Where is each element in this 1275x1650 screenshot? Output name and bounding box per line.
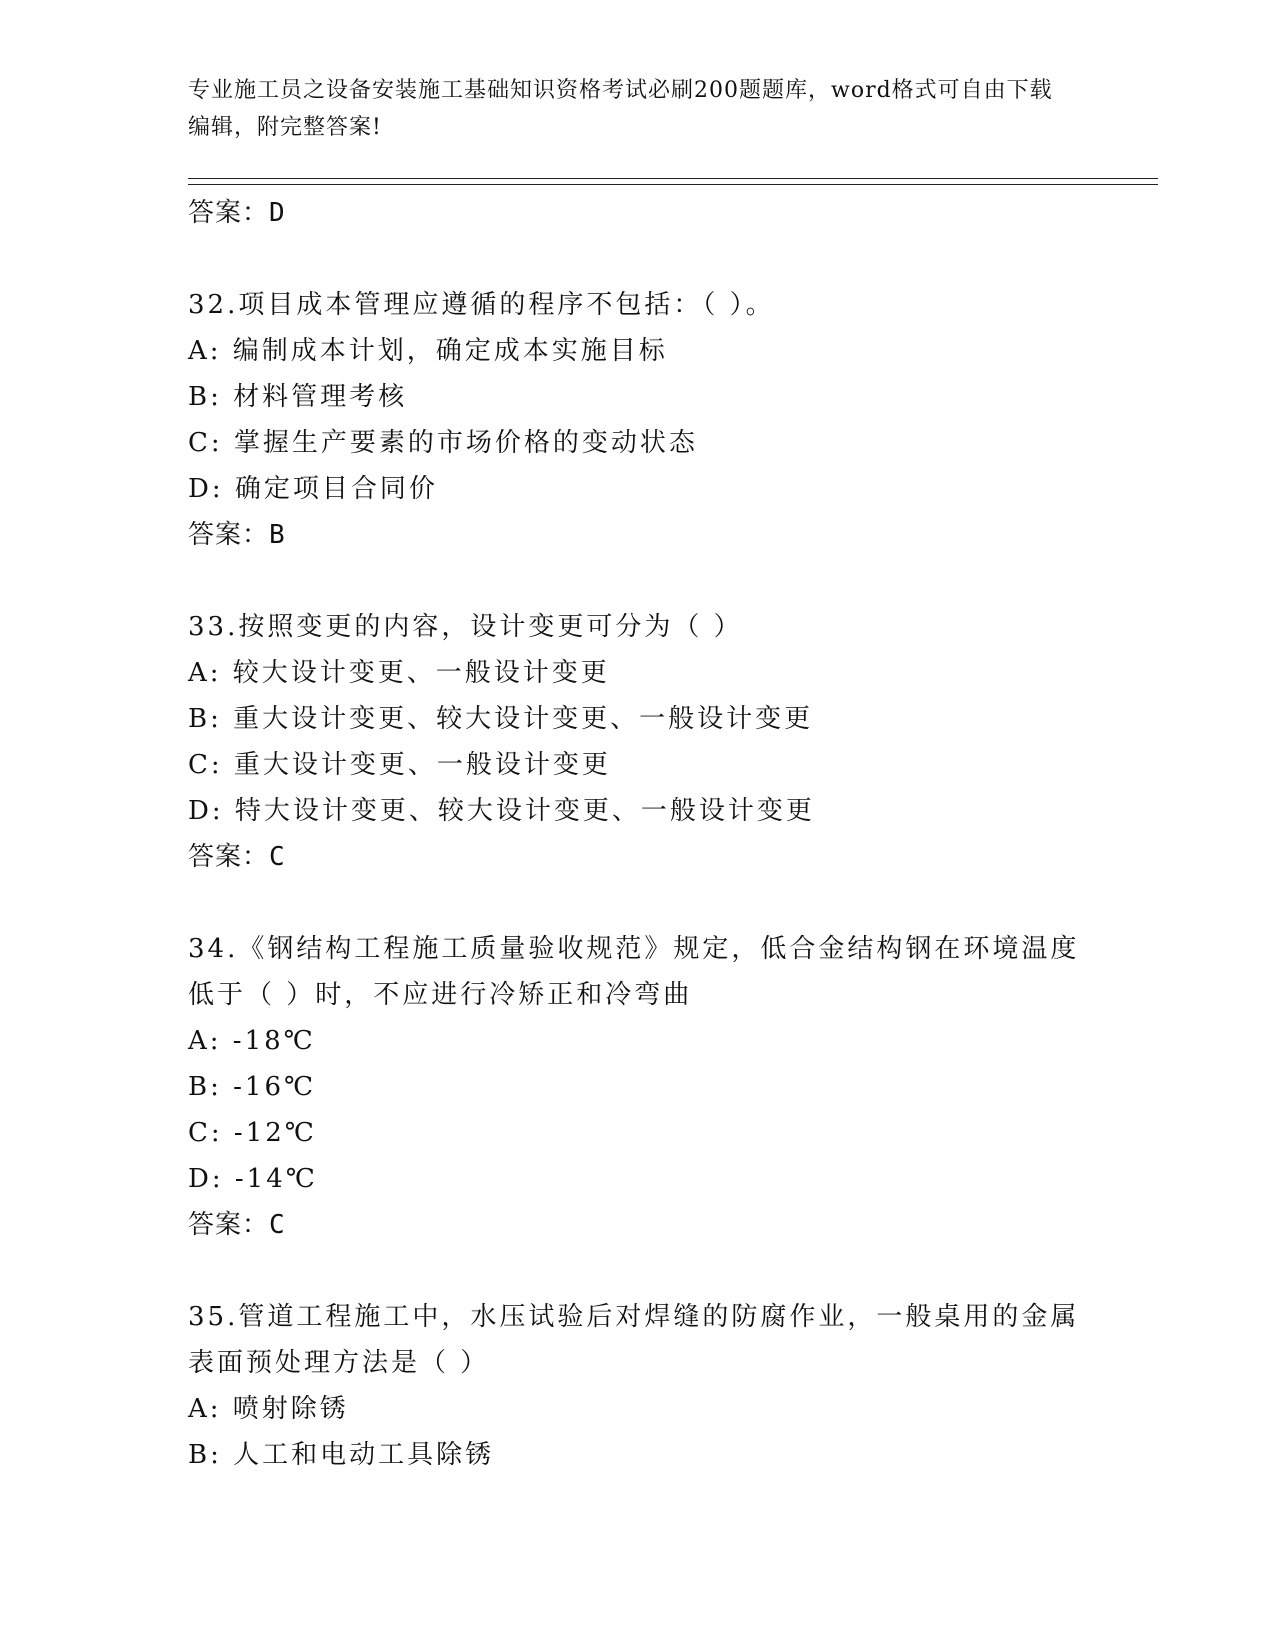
header-rule-top xyxy=(188,178,1158,179)
spacer xyxy=(188,558,1088,604)
question-stem: 33.按照变更的内容，设计变更可分为（ ） xyxy=(188,612,743,642)
question-34 xyxy=(188,926,1088,1248)
option-a: A: 编制成本计划，确定成本实施目标 xyxy=(188,336,668,366)
option-b: B: 材料管理考核 xyxy=(188,382,408,412)
option-d: D: 确定项目合同价 xyxy=(188,474,438,504)
header-rule-bottom xyxy=(188,184,1158,185)
question-33 xyxy=(188,604,1088,880)
question-stem-line-1: 35.管道工程施工中，水压试验后对焊缝的防腐作业，一般桌用的金属 xyxy=(188,1302,1080,1332)
spacer xyxy=(188,880,1088,926)
option-d: D: -14℃ xyxy=(188,1164,318,1194)
question-list xyxy=(188,190,1088,1478)
question-stem-line-1: 34.《钢结构工程施工质量验收规范》规定，低合金结构钢在环境温度 xyxy=(188,934,1080,964)
answer: 答案：C xyxy=(188,1210,286,1240)
document-header xyxy=(188,72,1068,146)
previous-answer: 答案：D xyxy=(188,198,286,228)
option-a: A: 较大设计变更、一般设计变更 xyxy=(188,658,610,688)
answer: 答案：B xyxy=(188,520,286,550)
spacer xyxy=(188,1248,1088,1294)
header-title: 专业施工员之设备安装施工基础知识资格考试必刷200题题库，word格式可自由下载编辑，附完整答案! xyxy=(188,78,1053,140)
option-c: C: -12℃ xyxy=(188,1118,317,1148)
option-c: C: 掌握生产要素的市场价格的变动状态 xyxy=(188,428,698,458)
question-stem: 32.项目成本管理应遵循的程序不包括：（ ）。 xyxy=(188,290,775,320)
question-32 xyxy=(188,282,1088,558)
question-stem-line-2: 低于（ ）时，不应进行冷矫正和冷弯曲 xyxy=(188,980,693,1010)
option-a: A: -18℃ xyxy=(188,1026,316,1056)
answer: 答案：C xyxy=(188,842,286,872)
option-b: B: -16℃ xyxy=(188,1072,317,1102)
option-b: B: 重大设计变更、较大设计变更、一般设计变更 xyxy=(188,704,814,734)
question-stem-line-2: 表面预处理方法是（ ） xyxy=(188,1348,490,1378)
spacer xyxy=(188,236,1088,282)
option-b: B: 人工和电动工具除锈 xyxy=(188,1440,495,1470)
option-d: D: 特大设计变更、较大设计变更、一般设计变更 xyxy=(188,796,815,826)
question-35 xyxy=(188,1294,1088,1478)
option-c: C: 重大设计变更、一般设计变更 xyxy=(188,750,611,780)
option-a: A: 喷射除锈 xyxy=(188,1394,349,1424)
